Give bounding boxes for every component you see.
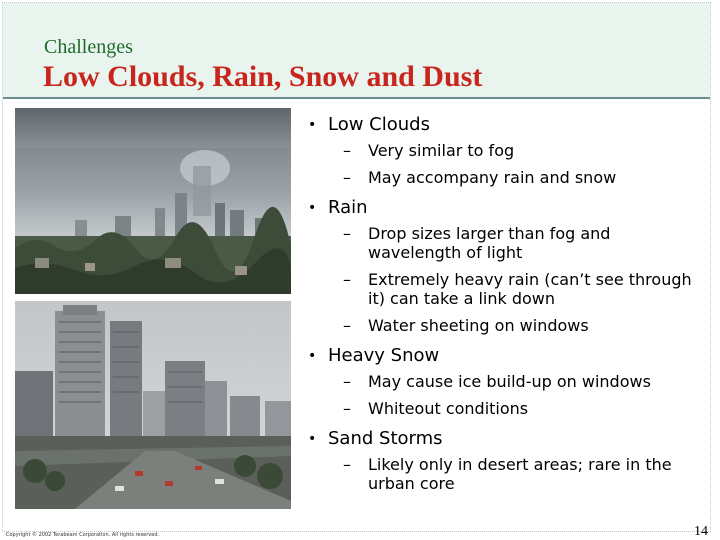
sub-bullet [306, 372, 706, 391]
bullet-dash: – [343, 316, 351, 335]
slide-subtitle: Challenges [44, 36, 133, 58]
bullet-dash: – [343, 141, 351, 160]
sub-bullet-text: Extremely heavy rain (can’t see through it) can take a link down [368, 270, 692, 308]
sub-bullet-text: May cause ice build-up on windows [368, 372, 651, 391]
bullet-rain [306, 195, 706, 221]
bullet-dash: – [343, 455, 351, 474]
bullet-dot: • [308, 431, 317, 447]
slide-title: Low Clouds, Rain, Snow and Dust [43, 60, 483, 93]
sub-bullet [306, 270, 706, 308]
low-clouds-city-photo [15, 108, 291, 294]
sub-bullet-text: Very similar to fog [368, 141, 515, 160]
bullet-label: Sand Storms [328, 428, 443, 449]
sub-bullet-text: Whiteout conditions [368, 399, 529, 418]
bullet-dot: • [308, 117, 317, 133]
sub-bullet [306, 141, 706, 160]
bullet-dash: – [343, 399, 351, 418]
bullet-label: Low Clouds [328, 114, 430, 135]
bullet-dot: • [308, 200, 317, 216]
sub-bullet [306, 455, 706, 493]
bullet-dot: • [308, 348, 317, 364]
bullet-dash: – [343, 270, 351, 289]
bullet-dash: – [343, 224, 351, 243]
sub-bullet-text: Likely only in desert areas; rare in the urban core [368, 455, 672, 493]
bullet-low-clouds [306, 112, 706, 138]
bullet-heavy-snow [306, 343, 706, 369]
sub-bullet-text: May accompany rain and snow [368, 168, 617, 187]
sub-bullet [306, 168, 706, 187]
sub-bullet [306, 224, 706, 262]
rainy-city-street-photo [15, 301, 291, 509]
copyright-notice: Copyright © 2002 Terabeam Corporation. All rights reserved. [6, 532, 160, 538]
sub-bullet [306, 316, 706, 335]
bullet-dash: – [343, 168, 351, 187]
title-divider [3, 97, 710, 99]
bullet-label: Heavy Snow [328, 345, 440, 366]
bullet-list [306, 112, 706, 501]
bullet-label: Rain [328, 197, 368, 218]
sub-bullet-text: Water sheeting on windows [368, 316, 589, 335]
sub-bullet [306, 399, 706, 418]
sub-bullet-text: Drop sizes larger than fog and wavelength of light [368, 224, 611, 262]
bullet-sand-storms [306, 426, 706, 452]
bullet-dash: – [343, 372, 351, 391]
page-number: 14 [694, 524, 708, 539]
